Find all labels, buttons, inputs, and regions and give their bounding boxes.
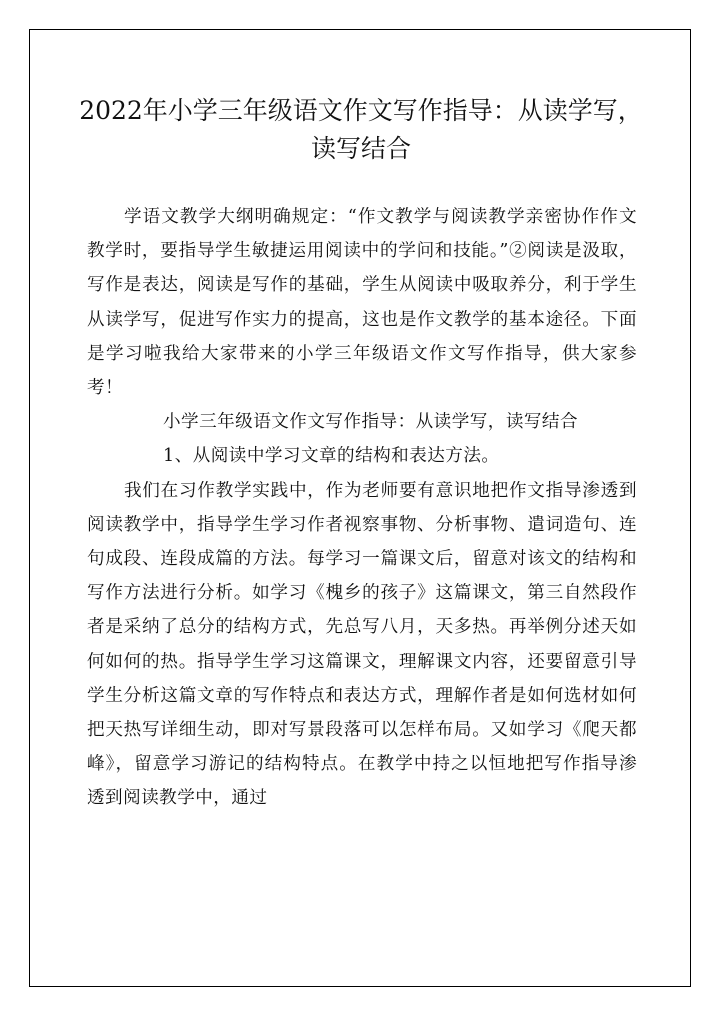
document-title: 2022年小学三年级语文作文写作指导：从读学写，读写结合 xyxy=(79,96,643,163)
section-body-paragraph: 我们在习作教学实践中，作为老师要有意识地把作文指导渗透到阅读教学中，指导学生学习作者视察事物、分析事物、遣词造句、连句成段、连段成篇的方法。每学习一篇课文后，留意对该文的结构和写作方法进行分析。如学习《槐乡的孩子》这篇课文，第三自然段作者是采纳了总分的结构方式，先总写八月，天多热。再举例分述天如何如何的热。指导学生学习这篇课文，理解课文内容，还要留意引导学生分析这篇文章的写作特点和表达方式，理解作者是如何选材如何把天热写详细生动，即对写景段落可以怎样布局。又如学习《爬天都峰》，留意学习游记的结构特点。在教学中持之以恒地把写作指导渗透到阅读教学中，通过 xyxy=(87,480,637,809)
document-page xyxy=(29,29,691,987)
section-heading: 1、从阅读中学习文章的结构和表达方法。 xyxy=(163,446,500,467)
document-body xyxy=(87,200,637,816)
subtitle-line: 小学三年级语文作文写作指导：从读学写，读写结合 xyxy=(163,412,579,433)
intro-paragraph: 学语文教学大纲明确规定：“作文教学与阅读教学亲密协作作文教学时，要指导学生敏捷运用阅读中的学问和技能。”②阅读是汲取，写作是表达，阅读是写作的基础，学生从阅读中吸取养分，利于学生从读学写，促进写作实力的提高，这也是作文教学的基本途径。下面是学习啦我给大家带来的小学三年级语文作文写作指导，供大家参考！ xyxy=(87,207,637,399)
